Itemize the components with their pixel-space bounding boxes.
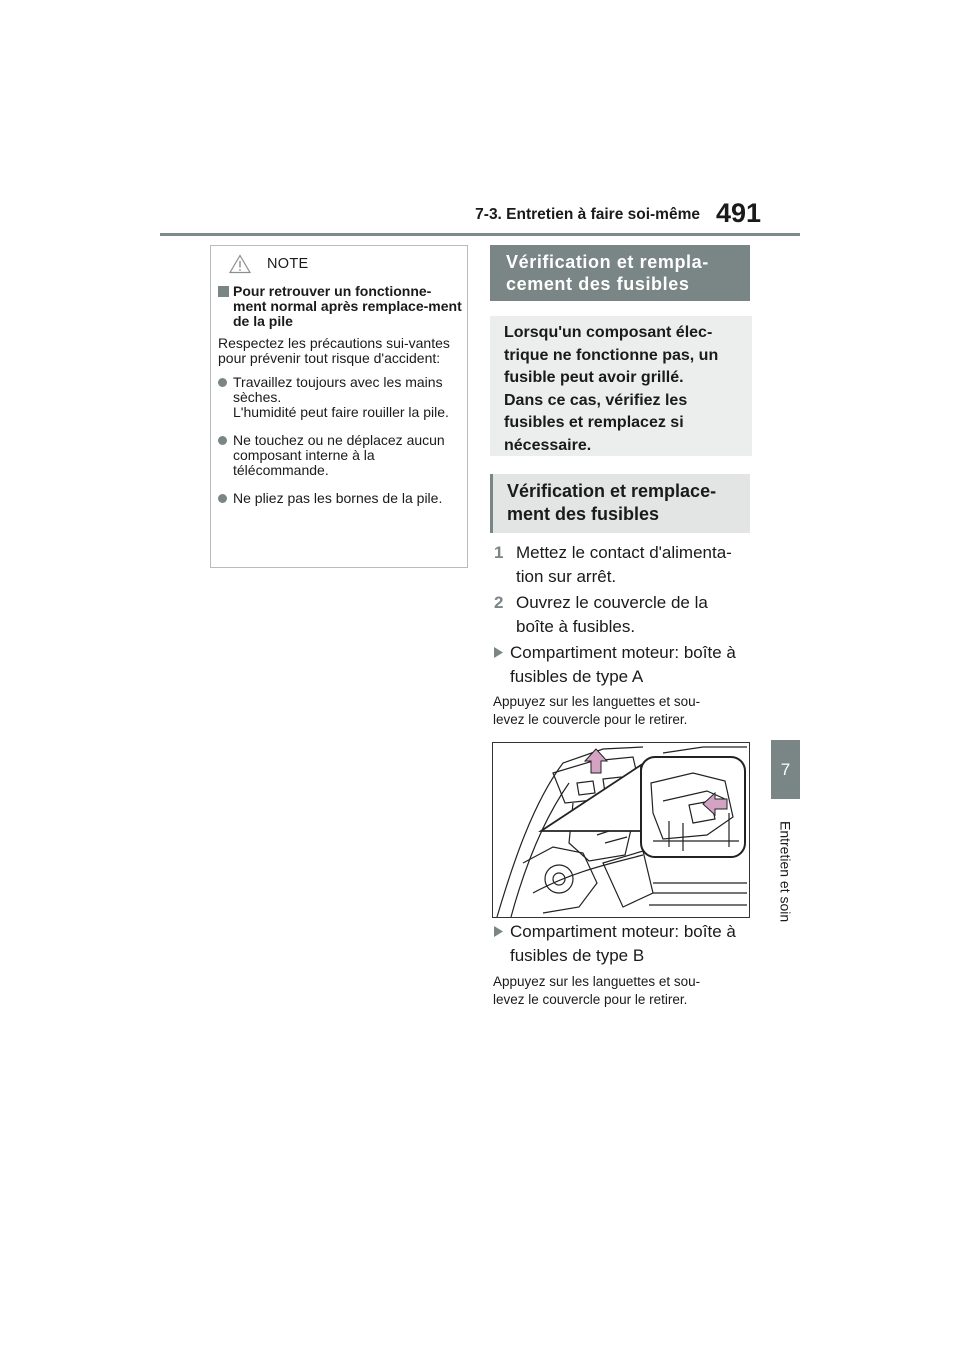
header-divider [160,233,800,236]
step-2 [494,591,750,638]
note-box [210,245,468,568]
engine-compartment-drawing [493,743,749,917]
step-number: 1 [494,543,504,562]
section-title: Vérification et rempla- cement des fusibles [490,245,750,301]
note-subheading [218,284,462,329]
fuse-box-illustration [492,742,750,918]
item-description: Appuyez sur les languettes et sou- levez le couvercle pour le retirer. [493,694,701,727]
circle-bullet-icon [218,436,227,445]
note-bullet-text: Ne pliez pas les bornes de la pile. [233,490,443,506]
step-text: Mettez le contact d'alimenta- tion sur arrêt. [516,543,732,586]
note-bullet [218,433,462,478]
step-1 [494,541,750,588]
chapter-side-label [771,810,800,934]
item-label: Compartiment moteur: boîte à fusibles de type B [510,922,736,965]
note-label: NOTE [267,256,309,272]
note-header [229,254,308,274]
note-intro: Respectez les précautions sui-vantes pour prévenir tout risque d'accident: [218,335,450,366]
triangle-pointer-icon [494,641,510,688]
section-intro: Lorsqu'un composant élec- trique ne fonctionne pas, un fusible peut avoir grillé. Dans ce cas, vérifiez les fusibles et remplacez si nécessaire. [490,316,752,456]
chapter-title: Entretien et soin [777,821,794,923]
item-label: Compartiment moteur: boîte à fusibles de type A [510,643,736,686]
note-bullet [218,375,462,420]
step-text: Ouvrez le couvercle de la boîte à fusibles. [516,593,708,636]
note-subheading-text: Pour retrouver un fonctionne-ment normal après remplace-ment de la pile [233,283,462,329]
note-bullet-text: Travaillez toujours avec les mains sèches. L'humidité peut faire rouiller la pile. [233,374,449,420]
step-number: 2 [494,593,504,612]
chapter-number: 7 [780,759,791,779]
page-number: 491 [716,198,762,228]
circle-bullet-icon [218,378,227,387]
note-body [218,284,462,506]
circle-bullet-icon [218,494,227,503]
note-bullet-text: Ne touchez ou ne déplacez aucun composant interne à la télécommande. [233,432,445,478]
note-bullet [218,491,462,506]
running-header: 7-3. Entretien à faire soi-même [475,206,700,223]
square-bullet-icon [218,286,229,297]
item-description: Appuyez sur les languettes et sou- levez le couvercle pour le retirer. [493,974,701,1007]
triangle-pointer-icon [494,920,510,967]
warning-triangle-icon [229,254,251,274]
subsection-title: Vérification et remplace- ment des fusibles [490,474,750,533]
fuse-box-type-b-item [494,920,750,967]
fuse-box-type-a-item [494,641,750,688]
chapter-tab [771,740,800,799]
